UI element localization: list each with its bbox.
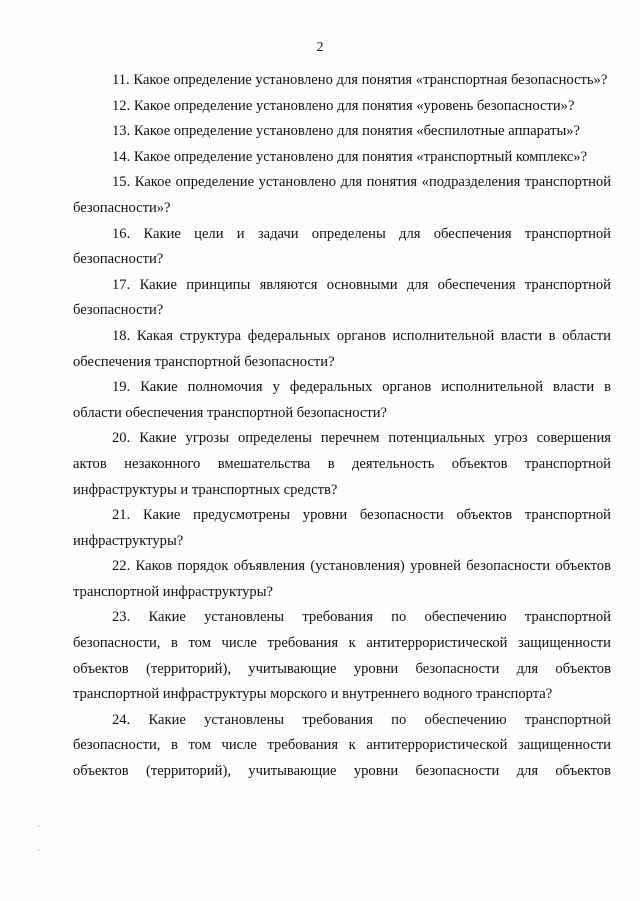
scan-speck: · (37, 846, 41, 857)
question-11: 11. Какое определение установлено для понятия «транспортная безопасность»? (112, 72, 608, 88)
question-15: 15. Какое определение установлено для понятия «подразделения транспортной безопасности»? (73, 174, 611, 216)
question-17: 17. Какие принципы являются основными для обеспечения транспортной безопасности? (73, 276, 611, 319)
question-18: 18. Какая структура федеральных органов исполнительной власти в области обеспечения транспортной безопасности? (73, 327, 611, 370)
question-20: 20. Какие угрозы определены перечнем потенциальных угроз совершения актов незаконного вмешательства в деятельность объектов транспортной инфраструктуры и транспортных средств? (73, 430, 611, 498)
question-24: 24. Какие установлены требования по обеспечению транспортной безопасности, в том числе требования к антитеррористической защищенности объектов (территорий), учитывающие уровни безопасности для объектов (73, 711, 611, 780)
question-13: 13. Какое определение установлено для понятия «беспилотные аппараты»? (112, 123, 581, 140)
question-14: 14. Какое определение установлено для понятия «транспортный комплекс»? (112, 148, 588, 165)
scan-speck: · (37, 822, 41, 833)
question-22: 22. Каков порядок объявления (установления) уровней безопасности объектов транспортной инфраструктуры? (73, 558, 611, 600)
question-16: 16. Какие цели и задачи определены для обеспечения транспортной безопасности? (73, 225, 611, 268)
question-21: 21. Какие предусмотрены уровни безопасности объектов транспортной инфраструктуры? (73, 507, 611, 549)
page-number: 2 (316, 40, 324, 55)
question-23: 23. Какие установлены требования по обеспечению транспортной безопасности, в том числе требования к антитеррористической защищенности объектов (территорий), учитывающие уровни безопасности для объектов транспортной инфраструктуры морского и внутреннего водного транспорта? (73, 609, 611, 703)
question-19: 19. Какие полномочия у федеральных органов исполнительной власти в области обеспечения транспортной безопасности? (73, 379, 611, 421)
questions-list (73, 68, 611, 785)
question-12: 12. Какое определение установлено для понятия «уровень безопасности»? (112, 97, 575, 114)
